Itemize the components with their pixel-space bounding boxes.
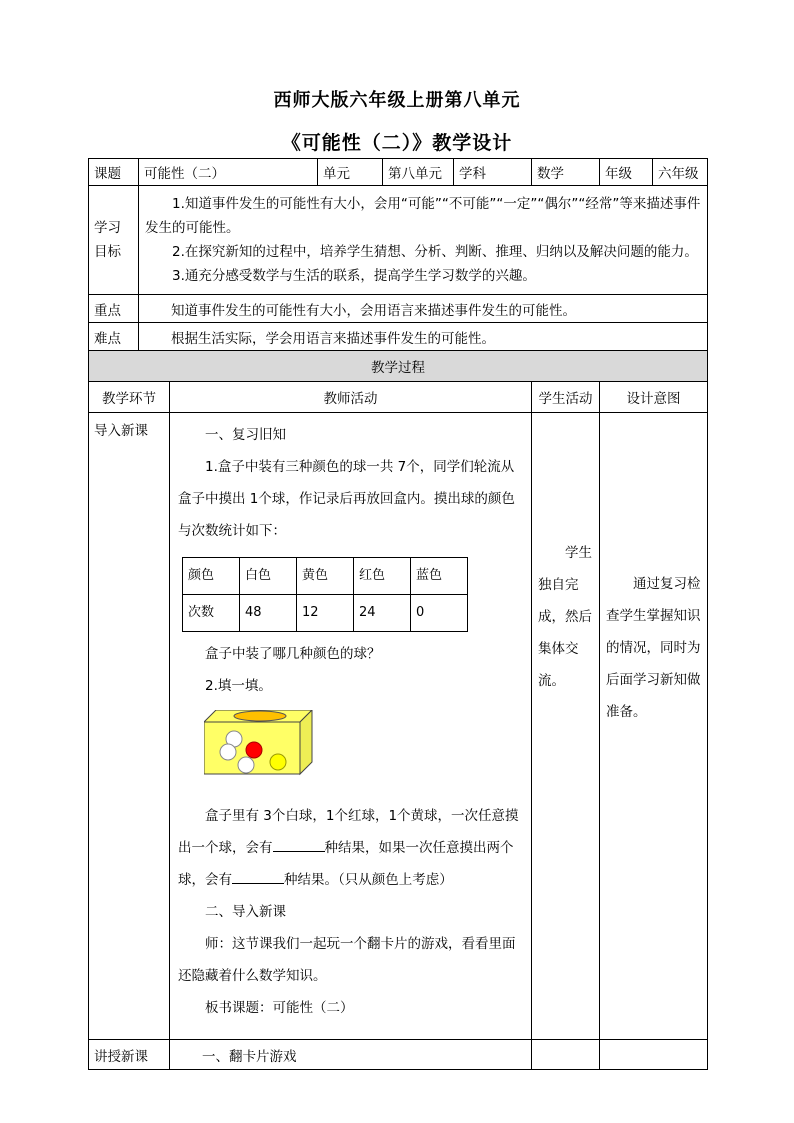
col-intent-header: 设计意图 bbox=[600, 382, 708, 413]
answer-blank bbox=[232, 869, 284, 884]
difficulty-text: 根据生活实际，学会用语言来描述事件发生的可能性。 bbox=[139, 323, 708, 351]
ball-box-illustration bbox=[204, 710, 523, 788]
stats-cell: 蓝色 bbox=[411, 558, 468, 595]
goal-item: 1.知道事件发生的可能性有大小，会用“可能”“不可能”“一定”“偶尔”“经常”等来描述事件发生的可能性。 bbox=[145, 196, 701, 236]
lesson-plan-table bbox=[88, 158, 708, 1070]
goal-item: 2.在探究新知的过程中，培养学生猜想、分析、判断、推理、归纳以及解决问题的能力。 bbox=[172, 244, 698, 260]
grade-value: 六年级 bbox=[653, 159, 708, 186]
white-ball bbox=[238, 757, 254, 773]
stats-cell: 红色 bbox=[354, 558, 411, 595]
key-point-text: 知道事件发生的可能性有大小，会用语言来描述事件发生的可能性。 bbox=[139, 295, 708, 323]
question-2-text: 盒子里有 3个白球，1个红球，1个黄球，一次任意摸出一个球，会有 种结果，如果一次任意摸出两个球，会有 种结果。（只从颜色上考虑） bbox=[178, 808, 519, 888]
col-student-header: 学生活动 bbox=[532, 382, 600, 413]
question-1: 1.盒子中装有三种颜色的球一共 7个，同学们轮流从盒子中摸出 1个球，作记录后再放回盒内。摸出球的颜色与次数统计如下： bbox=[178, 459, 515, 539]
stats-cell: 0 bbox=[411, 595, 468, 632]
yellow-ball bbox=[270, 754, 286, 770]
key-point-label: 重点 bbox=[89, 295, 139, 323]
topic-label: 课题 bbox=[89, 159, 139, 186]
stats-cell: 白色 bbox=[240, 558, 297, 595]
unit-value: 第八单元 bbox=[383, 159, 454, 186]
goals-row bbox=[89, 186, 708, 295]
stats-table bbox=[182, 557, 468, 632]
grade-label: 年级 bbox=[600, 159, 653, 186]
board-title: 板书课题：可能性（二） bbox=[205, 1000, 354, 1016]
red-ball bbox=[246, 742, 262, 758]
stats-cell: 黄色 bbox=[297, 558, 354, 595]
col-teacher-header: 教师活动 bbox=[170, 382, 532, 413]
question-2: 2.填一填。 bbox=[205, 678, 272, 694]
white-ball bbox=[220, 744, 236, 760]
ball-box-svg bbox=[204, 710, 314, 776]
stats-cell: 颜色 bbox=[183, 558, 240, 595]
document-subtitle: 《可能性（二）》教学设计 bbox=[281, 132, 513, 154]
intro-student-activity: 学生独自完成，然后集体交流。 bbox=[532, 413, 600, 1040]
question-1-ask: 盒子中装了哪几种颜色的球？ bbox=[205, 646, 381, 662]
intro-section-row bbox=[89, 413, 708, 1040]
intro-teacher-activity bbox=[170, 413, 532, 1040]
difficulty-label: 难点 bbox=[89, 323, 139, 351]
process-heading: 教学过程 bbox=[89, 351, 708, 382]
topic-value: 可能性（二） bbox=[139, 159, 318, 186]
lecture-section-row bbox=[89, 1040, 708, 1070]
key-point-row bbox=[89, 295, 708, 323]
unit-label: 单元 bbox=[318, 159, 383, 186]
col-stage-header: 教学环节 bbox=[89, 382, 170, 413]
subject-value: 数学 bbox=[532, 159, 600, 186]
info-row bbox=[89, 159, 708, 186]
stats-cell: 12 bbox=[297, 595, 354, 632]
lecture-first-item: 一、翻卡片游戏 bbox=[170, 1040, 532, 1070]
goal-item: 3.通充分感受数学与生活的联系，提高学生学习数学的兴趣。 bbox=[172, 268, 536, 284]
answer-blank bbox=[273, 837, 325, 852]
stats-cell: 次数 bbox=[183, 595, 240, 632]
process-column-headers bbox=[89, 382, 708, 413]
box-side bbox=[300, 710, 312, 774]
new-lesson-title: 二、导入新课 bbox=[205, 904, 286, 920]
lecture-student-activity bbox=[532, 1040, 600, 1070]
review-title: 一、复习旧知 bbox=[205, 427, 286, 443]
intro-design-intent: 通过复习检查学生掌握知识的情况，同时为后面学习新知做准备。 bbox=[600, 413, 708, 1040]
difficulty-row bbox=[89, 323, 708, 351]
intro-stage: 导入新课 bbox=[89, 413, 170, 1040]
lecture-stage: 讲授新课 bbox=[89, 1040, 170, 1070]
lecture-design-intent bbox=[600, 1040, 708, 1070]
document-title: 西师大版六年级上册第八单元 bbox=[273, 90, 521, 111]
subject-label: 学科 bbox=[454, 159, 532, 186]
box-opening bbox=[234, 711, 286, 721]
process-heading-row bbox=[89, 351, 708, 382]
goals-content bbox=[139, 186, 708, 295]
stats-cell: 24 bbox=[354, 595, 411, 632]
teacher-say: 师：这节课我们一起玩一个翻卡片的游戏，看看里面还隐藏着什么数学知识。 bbox=[178, 936, 516, 984]
goals-label: 学习 目标 bbox=[89, 186, 139, 295]
stats-cell: 48 bbox=[240, 595, 297, 632]
